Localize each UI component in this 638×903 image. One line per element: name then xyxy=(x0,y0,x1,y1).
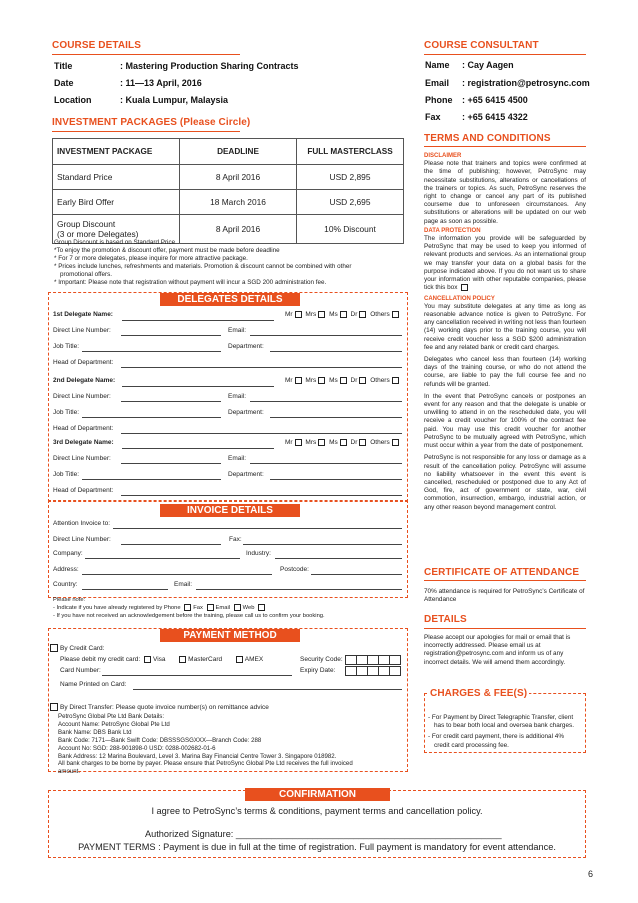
postcode-label: Postcode: xyxy=(280,566,309,573)
ms-checkbox[interactable] xyxy=(340,439,347,446)
card-number-input[interactable] xyxy=(102,675,292,676)
page-number: 6 xyxy=(588,869,594,879)
course-details-title: COURSE DETAILS xyxy=(52,40,141,51)
consultant-phone-label: Phone xyxy=(425,95,453,105)
deadline-cell: 18 March 2016 xyxy=(180,190,297,215)
investment-underline xyxy=(52,131,240,132)
head-dept-input[interactable] xyxy=(121,367,402,368)
investment-header-package: INVESTMENT PACKAGE xyxy=(53,139,180,165)
email-checkbox[interactable] xyxy=(234,604,241,611)
course-location-value: : Kuala Lumpur, Malaysia xyxy=(120,95,229,105)
course-location-label: Location xyxy=(54,95,92,105)
bank-details xyxy=(58,713,408,776)
ms-checkbox[interactable] xyxy=(340,311,347,318)
debit-label xyxy=(60,656,263,663)
job-title-label: Job Title: xyxy=(53,343,80,350)
department-label: Department: xyxy=(228,471,264,478)
cancellation-text-3: In the event that PetroSync cancels or postpones an event for any reason and that the delegate is unable or unwilling to attend in on the rescheduled date, you will receive a credit voucher for 100% of the contract fee paid. You may use this credit voucher for another PetroSync to be mutually agreed with PetroSync, which must occur within a year from the date of postponement. xyxy=(424,392,586,450)
head-dept-input[interactable] xyxy=(121,433,402,434)
expiry-label: Expiry Date: xyxy=(300,667,336,674)
web-option: Web xyxy=(242,605,255,612)
head-dept-input[interactable] xyxy=(121,495,402,496)
details-text: Please accept our apologies for mail or email that is incorrectly addressed. Please email us at registration@petrosync.com and inform us of any incorrect details. We will amend them accordingly. xyxy=(424,634,571,666)
salutation-mrs: Mrs xyxy=(305,377,317,385)
dr-checkbox[interactable] xyxy=(359,377,366,384)
job-title-input[interactable] xyxy=(82,417,221,418)
department-label: Department: xyxy=(228,409,264,416)
department-input[interactable] xyxy=(270,351,402,352)
confirmation-title: CONFIRMATION xyxy=(245,788,390,801)
mrs-checkbox[interactable] xyxy=(318,311,325,318)
data-protection-checkbox[interactable] xyxy=(461,284,468,291)
salutation-group xyxy=(285,311,401,318)
fax-input[interactable] xyxy=(243,544,402,545)
bank-line: PetroSync Global Pte Ltd Bank Details: xyxy=(58,713,165,720)
note-line: promotional offers. xyxy=(60,271,113,279)
direct-line-label: Direct Line Number: xyxy=(53,393,111,400)
job-title-label: Job Title: xyxy=(53,409,80,416)
certificate-text: 70% attendance is required for PetroSync’s Certificate of Attendance xyxy=(424,588,585,604)
transfer-label: By Direct Transfer: Please quote invoice number(s) on remittance advice xyxy=(60,704,269,711)
salutation-group xyxy=(285,377,401,384)
course-date-value: : 11—13 April, 2016 xyxy=(120,78,202,88)
salutation-mr: Mr xyxy=(285,311,293,319)
charge-item: - For credit card payment, there is additional 4% credit card processing fee. xyxy=(428,733,565,749)
inv-direct-line-input[interactable] xyxy=(121,544,221,545)
delegates-title: DELEGATES DETAILS xyxy=(160,293,300,306)
company-input[interactable] xyxy=(85,558,240,559)
agree-text: I agree to PetroSync’s terms & conditions, payment terms and cancellation policy. xyxy=(151,806,483,816)
email-input[interactable] xyxy=(250,335,402,336)
head-dept-label: Head of Department: xyxy=(53,487,114,494)
payment-terms: PAYMENT TERMS : Payment is due in full at the time of registration. Full payment is mandatory for event attendance. xyxy=(78,842,556,852)
note-text: - Indicate if you have already registered by Phone xyxy=(53,605,181,612)
department-input[interactable] xyxy=(270,417,402,418)
terms-title: TERMS AND CONDITIONS xyxy=(424,133,551,144)
signature-line[interactable]: Authorized Signature: ____________________________________________________ xyxy=(145,829,502,839)
expiry-input[interactable] xyxy=(345,666,400,676)
salutation-mr: Mr xyxy=(285,377,293,385)
fax-checkbox[interactable] xyxy=(207,604,214,611)
department-input[interactable] xyxy=(270,479,402,480)
delegate-name-input[interactable] xyxy=(122,386,274,387)
disclaimer-text: Please note that trainers and topics were confirmed at the time of publishing; however, PetroSync may necessitate substitutions, alterations or cancellations of the trainers or topics. As such, PetroSync reserves the right to change or cancel any part of its published courseme due to unforeseen circumstances. Any substitutions or alterations will be updated on our web page as soon as possible. xyxy=(424,160,586,225)
charges-list xyxy=(428,714,580,750)
terms-body xyxy=(424,152,586,512)
note-line: * Important: Please note that registration without payment will incur a SGD 200 administration fee. xyxy=(54,279,327,287)
bank-line: Bank Code: 7171—Bank Swift Code: DBSSSGSGXXX—Branch Code: 288 xyxy=(58,736,262,744)
charge-item: - For Payment by Direct Telegraphic Transfer, client has to bear both local and oversea bank charges. xyxy=(428,714,574,730)
investment-notes xyxy=(54,239,409,288)
credit-card-label: By Credit Card: xyxy=(60,645,105,652)
debit-text: Please debit my credit card: xyxy=(60,656,141,664)
bank-line: Account Name: PetroSync Global Pte Ltd xyxy=(58,720,170,728)
salutation-ms: Ms xyxy=(329,439,338,447)
note-line: * For 7 or more delegates, please inquire for more attractive package. xyxy=(54,255,248,263)
salutation-others: Others xyxy=(370,377,390,385)
name-on-card-input[interactable] xyxy=(133,689,402,690)
card-number-label: Card Number: xyxy=(60,667,101,674)
bank-line: Account No: SGD: 288-901898-0 USD: 0288-002682-01-6 xyxy=(58,744,216,752)
amex-checkbox[interactable] xyxy=(236,656,243,663)
address-input[interactable] xyxy=(82,574,272,575)
cancellation-heading: CANCELLATION POLICY xyxy=(424,295,495,302)
phone-checkbox[interactable] xyxy=(184,604,191,611)
dr-checkbox[interactable] xyxy=(359,311,366,318)
inv-email-input[interactable] xyxy=(196,589,402,590)
ms-checkbox[interactable] xyxy=(340,377,347,384)
email-label: Email: xyxy=(228,393,247,400)
job-title-input[interactable] xyxy=(82,479,221,480)
visa-checkbox[interactable] xyxy=(144,656,151,663)
credit-card-checkbox[interactable] xyxy=(50,644,58,652)
salutation-dr: Dr xyxy=(350,439,358,447)
deadline-cell: 8 April 2016 xyxy=(180,215,297,244)
direct-line-input[interactable] xyxy=(121,463,221,464)
course-details-underline xyxy=(52,54,240,55)
mr-checkbox[interactable] xyxy=(295,311,302,318)
mastercard-label: MasterCard xyxy=(188,656,223,664)
others-checkbox[interactable] xyxy=(392,439,399,446)
package-cell: Group Discount (3 or more Delegates) xyxy=(53,215,180,244)
bank-line: Bank Address: 12 Marina Boulevard, Level 3. Marina Bay Financial Centre Tower 3. Singapore 018982. xyxy=(58,752,337,760)
name-on-card-label: Name Printed on Card: xyxy=(60,681,127,688)
visa-label: Visa xyxy=(153,656,166,664)
country-label: Country: xyxy=(53,581,78,588)
note-title: Please note: xyxy=(53,597,86,603)
dr-checkbox[interactable] xyxy=(359,439,366,446)
department-label: Department: xyxy=(228,343,264,350)
delegate-name-label: 1st Delegate Name: xyxy=(53,311,113,318)
salutation-others: Others xyxy=(370,439,390,447)
head-dept-label: Head of Department: xyxy=(53,359,114,366)
disclaimer-heading: DISCLAIMER xyxy=(424,153,462,159)
security-code-label: Security Code: xyxy=(300,656,343,663)
cancellation-text-2: Delegates who cancel less than fourteen (14) working days of the training course, or who do not attend the course, are liable to pay the full course fee and no refunds will be granted. xyxy=(424,356,586,388)
cancellation-text-4: PetroSync is not responsible for any loss or damage as a result of the cancellation policy. PetroSync will assume no liability whatsoever in the event this event is cancelled, rescheduled or postponed due to any Act of God, fire, act of government or state, war, civil commotion, insurrection, embargo, industrial action, or any other reason beyond management control. xyxy=(424,454,586,511)
email-input[interactable] xyxy=(250,401,402,402)
note-line: *To enjoy the promotion & discount offer, payment must be made before deadline xyxy=(54,247,280,255)
security-code-input[interactable] xyxy=(345,655,400,665)
inv-email-label: Email: xyxy=(174,581,193,588)
price-cell: USD 2,695 xyxy=(297,190,404,215)
deadline-cell: 8 April 2016 xyxy=(180,165,297,190)
direct-line-label: Direct Line Number: xyxy=(53,455,111,462)
mrs-checkbox[interactable] xyxy=(318,439,325,446)
salutation-mrs: Mrs xyxy=(305,311,317,319)
job-title-input[interactable] xyxy=(82,351,221,352)
email-input[interactable] xyxy=(250,463,402,464)
salutation-mr: Mr xyxy=(285,439,293,447)
email-label: Email: xyxy=(228,455,247,462)
bank-line: All bank charges to be borne by payer. Please ensure that PetroSync Global Pte Ltd receives the full invoiced xyxy=(58,760,353,768)
investment-header-deadline: DEADLINE xyxy=(180,139,297,165)
head-dept-label: Head of Department: xyxy=(53,425,114,432)
postcode-input[interactable] xyxy=(311,574,402,575)
address-label: Address: xyxy=(53,566,79,573)
web-checkbox[interactable] xyxy=(258,604,265,611)
package-cell: Early Bird Offer xyxy=(53,190,180,215)
consultant-phone-value: : +65 6415 4500 xyxy=(462,95,528,105)
others-checkbox[interactable] xyxy=(392,377,399,384)
mr-checkbox[interactable] xyxy=(295,377,302,384)
amex-label: AMEX xyxy=(244,656,264,664)
investment-title: INVESTMENT PACKAGES (Please Circle) xyxy=(52,117,251,128)
salutation-dr: Dr xyxy=(350,311,358,319)
salutation-group xyxy=(285,439,401,446)
details-underline xyxy=(424,628,586,629)
consultant-title: COURSE CONSULTANT xyxy=(424,40,539,51)
price-cell: 10% Discount xyxy=(297,215,404,244)
note-line-1 xyxy=(53,604,413,612)
delegate-name-label: 2nd Delegate Name: xyxy=(53,377,116,384)
consultant-email-value[interactable]: : registration@petrosync.com xyxy=(462,78,590,88)
salutation-ms: Ms xyxy=(329,377,338,385)
inv-direct-line-label: Direct Line Number: xyxy=(53,536,111,543)
table-row[interactable] xyxy=(53,190,404,215)
direct-line-input[interactable] xyxy=(121,401,221,402)
terms-underline xyxy=(424,146,586,147)
country-input[interactable] xyxy=(82,589,168,590)
email-option: Email xyxy=(215,605,231,612)
salutation-others: Others xyxy=(370,311,390,319)
industry-label: Industry: xyxy=(246,550,271,557)
course-title-value: : Mastering Production Sharing Contracts xyxy=(120,61,299,71)
certificate-underline xyxy=(424,580,586,581)
attention-label: Attention Invoice to: xyxy=(53,520,111,527)
bank-line: amount. xyxy=(58,768,81,776)
table-row[interactable] xyxy=(53,165,404,190)
data-protection-heading: DATA PROTECTION xyxy=(424,227,481,234)
certificate-title: CERTIFICATE OF ATTENDANCE xyxy=(424,567,580,578)
direct-line-label: Direct Line Number: xyxy=(53,327,111,334)
delegate-name-label: 3rd Delegate Name: xyxy=(53,439,114,446)
payment-title: PAYMENT METHOD xyxy=(160,629,300,642)
mrs-checkbox[interactable] xyxy=(318,377,325,384)
package-cell: Standard Price xyxy=(53,165,180,190)
invoice-note xyxy=(53,597,413,620)
company-label: Company: xyxy=(53,550,83,557)
others-checkbox[interactable] xyxy=(392,311,399,318)
delegate-name-input[interactable] xyxy=(122,448,274,449)
investment-table xyxy=(52,138,404,244)
transfer-checkbox[interactable] xyxy=(50,703,58,711)
consultant-fax-label: Fax xyxy=(425,112,441,122)
data-protection-text xyxy=(424,235,586,293)
course-date-label: Date xyxy=(54,78,74,88)
attention-input[interactable] xyxy=(113,528,402,529)
consultant-underline xyxy=(424,54,586,55)
mastercard-checkbox[interactable] xyxy=(179,656,186,663)
delegate-name-input[interactable] xyxy=(122,320,274,321)
direct-line-input[interactable] xyxy=(121,335,221,336)
bank-line: Bank Name: DBS Bank Ltd xyxy=(58,728,132,736)
mr-checkbox[interactable] xyxy=(295,439,302,446)
charges-title: CHARGES & FEE(S) xyxy=(430,688,528,699)
data-protection-body: The information you provide will be safeguarded by PetroSync that may be used to keep you informed of relevant products and services. As an international group we may transfer your data on a global basis for the purpose indicated above. If you do not want us to share your information with other reputable companies, please tick this box xyxy=(424,235,586,292)
job-title-label: Job Title: xyxy=(53,471,80,478)
consultant-email-label: Email xyxy=(425,78,450,88)
email-label: Email: xyxy=(228,327,247,334)
salutation-ms: Ms xyxy=(329,311,338,319)
investment-header-full: FULL MASTERCLASS xyxy=(297,139,404,165)
note-line-2: - If you have not received an acknowledgement before the training, please call us to confirm your booking. xyxy=(53,612,325,619)
consultant-name-value: : Cay Aagen xyxy=(462,60,514,70)
course-title-label: Title xyxy=(54,61,73,71)
consultant-fax-value: : +65 6415 4322 xyxy=(462,112,528,122)
fax-label: Fax: xyxy=(229,536,242,543)
salutation-dr: Dr xyxy=(350,377,358,385)
industry-input[interactable] xyxy=(275,558,402,559)
consultant-name-label: Name xyxy=(425,60,450,70)
note-line: * Prices include lunches, refreshments and materials. Promotion & discount cannot be combined with other xyxy=(54,263,352,271)
fax-option: Fax xyxy=(193,605,203,612)
details-title: DETAILS xyxy=(424,614,467,625)
salutation-mrs: Mrs xyxy=(305,439,317,447)
cancellation-text-1: You may substitute delegates at any time as long as reasonable advance notice is given to PetroSync. For any cancellation received in writing not less than fourteen (14) working days prior to the training course, you will receive credit voucher less a SGD $200 administration fee and any related bank or credit card charges. xyxy=(424,302,586,351)
invoice-title: INVOICE DETAILS xyxy=(160,504,300,517)
note-line: Group Discount is based on Standard Price xyxy=(54,239,176,246)
price-cell: USD 2,895 xyxy=(297,165,404,190)
